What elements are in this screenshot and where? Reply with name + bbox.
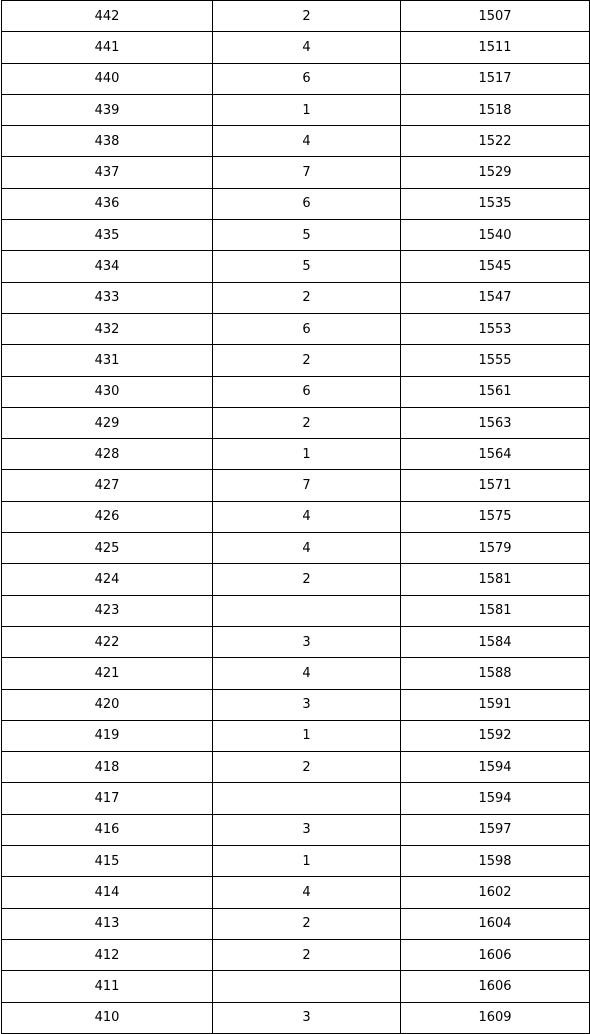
cumulative-cell: 1540 bbox=[401, 220, 590, 251]
count-cell: 2 bbox=[213, 908, 401, 939]
score-cell: 412 bbox=[2, 939, 213, 970]
score-cell: 424 bbox=[2, 564, 213, 595]
score-distribution-table bbox=[1, 0, 590, 1034]
table-row bbox=[2, 971, 590, 1002]
cumulative-cell: 1606 bbox=[401, 971, 590, 1002]
table-row bbox=[2, 63, 590, 94]
score-cell: 426 bbox=[2, 501, 213, 532]
cumulative-cell: 1594 bbox=[401, 752, 590, 783]
cumulative-cell: 1598 bbox=[401, 846, 590, 877]
count-cell: 1 bbox=[213, 94, 401, 125]
cumulative-cell: 1561 bbox=[401, 376, 590, 407]
count-cell: 5 bbox=[213, 251, 401, 282]
table-row bbox=[2, 313, 590, 344]
table-row bbox=[2, 345, 590, 376]
cumulative-cell: 1564 bbox=[401, 439, 590, 470]
count-cell: 1 bbox=[213, 439, 401, 470]
count-cell: 5 bbox=[213, 220, 401, 251]
cumulative-cell: 1597 bbox=[401, 814, 590, 845]
count-cell: 4 bbox=[213, 501, 401, 532]
table-row bbox=[2, 595, 590, 626]
count-cell bbox=[213, 595, 401, 626]
cumulative-cell: 1609 bbox=[401, 1002, 590, 1033]
table-row bbox=[2, 1, 590, 32]
cumulative-cell: 1535 bbox=[401, 188, 590, 219]
score-cell: 414 bbox=[2, 877, 213, 908]
table-row bbox=[2, 908, 590, 939]
table-row bbox=[2, 94, 590, 125]
table-row bbox=[2, 939, 590, 970]
count-cell: 4 bbox=[213, 32, 401, 63]
count-cell: 2 bbox=[213, 564, 401, 595]
table-row bbox=[2, 470, 590, 501]
score-cell: 442 bbox=[2, 1, 213, 32]
count-cell: 2 bbox=[213, 407, 401, 438]
score-cell: 438 bbox=[2, 126, 213, 157]
cumulative-cell: 1604 bbox=[401, 908, 590, 939]
cumulative-cell: 1517 bbox=[401, 63, 590, 94]
table-row bbox=[2, 752, 590, 783]
table-row bbox=[2, 282, 590, 313]
count-cell bbox=[213, 783, 401, 814]
score-cell: 418 bbox=[2, 752, 213, 783]
count-cell: 2 bbox=[213, 939, 401, 970]
score-cell: 410 bbox=[2, 1002, 213, 1033]
table-row bbox=[2, 626, 590, 657]
table-row bbox=[2, 439, 590, 470]
count-cell: 2 bbox=[213, 752, 401, 783]
score-cell: 413 bbox=[2, 908, 213, 939]
score-cell: 416 bbox=[2, 814, 213, 845]
score-cell: 427 bbox=[2, 470, 213, 501]
cumulative-cell: 1579 bbox=[401, 533, 590, 564]
cumulative-cell: 1606 bbox=[401, 939, 590, 970]
cumulative-cell: 1563 bbox=[401, 407, 590, 438]
count-cell: 3 bbox=[213, 814, 401, 845]
count-cell: 7 bbox=[213, 157, 401, 188]
score-cell: 421 bbox=[2, 658, 213, 689]
cumulative-cell: 1575 bbox=[401, 501, 590, 532]
table-row bbox=[2, 533, 590, 564]
score-cell: 415 bbox=[2, 846, 213, 877]
cumulative-cell: 1588 bbox=[401, 658, 590, 689]
table-row bbox=[2, 564, 590, 595]
count-cell: 4 bbox=[213, 533, 401, 564]
table-row bbox=[2, 220, 590, 251]
score-cell: 439 bbox=[2, 94, 213, 125]
count-cell: 4 bbox=[213, 658, 401, 689]
table-row bbox=[2, 877, 590, 908]
count-cell: 2 bbox=[213, 282, 401, 313]
cumulative-cell: 1592 bbox=[401, 720, 590, 751]
score-cell: 423 bbox=[2, 595, 213, 626]
count-cell: 2 bbox=[213, 1, 401, 32]
table-row bbox=[2, 501, 590, 532]
table-row bbox=[2, 32, 590, 63]
score-cell: 411 bbox=[2, 971, 213, 1002]
cumulative-cell: 1553 bbox=[401, 313, 590, 344]
table-row bbox=[2, 1002, 590, 1033]
count-cell: 6 bbox=[213, 376, 401, 407]
table-row bbox=[2, 658, 590, 689]
count-cell: 2 bbox=[213, 345, 401, 376]
count-cell: 1 bbox=[213, 720, 401, 751]
cumulative-cell: 1547 bbox=[401, 282, 590, 313]
cumulative-cell: 1581 bbox=[401, 564, 590, 595]
cumulative-cell: 1602 bbox=[401, 877, 590, 908]
count-cell bbox=[213, 971, 401, 1002]
cumulative-cell: 1594 bbox=[401, 783, 590, 814]
cumulative-cell: 1555 bbox=[401, 345, 590, 376]
score-cell: 430 bbox=[2, 376, 213, 407]
score-cell: 433 bbox=[2, 282, 213, 313]
score-cell: 431 bbox=[2, 345, 213, 376]
score-cell: 422 bbox=[2, 626, 213, 657]
score-cell: 425 bbox=[2, 533, 213, 564]
cumulative-cell: 1529 bbox=[401, 157, 590, 188]
table-row bbox=[2, 814, 590, 845]
table-row bbox=[2, 126, 590, 157]
table-body bbox=[2, 1, 590, 1034]
cumulative-cell: 1581 bbox=[401, 595, 590, 626]
table-row bbox=[2, 720, 590, 751]
score-cell: 435 bbox=[2, 220, 213, 251]
cumulative-cell: 1571 bbox=[401, 470, 590, 501]
table-row bbox=[2, 689, 590, 720]
score-cell: 419 bbox=[2, 720, 213, 751]
score-cell: 417 bbox=[2, 783, 213, 814]
count-cell: 6 bbox=[213, 63, 401, 94]
score-cell: 420 bbox=[2, 689, 213, 720]
table-row bbox=[2, 783, 590, 814]
score-cell: 434 bbox=[2, 251, 213, 282]
cumulative-cell: 1591 bbox=[401, 689, 590, 720]
score-cell: 436 bbox=[2, 188, 213, 219]
score-cell: 437 bbox=[2, 157, 213, 188]
score-cell: 440 bbox=[2, 63, 213, 94]
cumulative-cell: 1507 bbox=[401, 1, 590, 32]
count-cell: 4 bbox=[213, 877, 401, 908]
cumulative-cell: 1584 bbox=[401, 626, 590, 657]
table-row bbox=[2, 188, 590, 219]
table-row bbox=[2, 157, 590, 188]
count-cell: 3 bbox=[213, 626, 401, 657]
count-cell: 3 bbox=[213, 1002, 401, 1033]
count-cell: 6 bbox=[213, 188, 401, 219]
table-row bbox=[2, 846, 590, 877]
count-cell: 1 bbox=[213, 846, 401, 877]
cumulative-cell: 1511 bbox=[401, 32, 590, 63]
score-cell: 429 bbox=[2, 407, 213, 438]
count-cell: 6 bbox=[213, 313, 401, 344]
score-cell: 432 bbox=[2, 313, 213, 344]
score-cell: 428 bbox=[2, 439, 213, 470]
count-cell: 3 bbox=[213, 689, 401, 720]
count-cell: 7 bbox=[213, 470, 401, 501]
cumulative-cell: 1518 bbox=[401, 94, 590, 125]
table-row bbox=[2, 407, 590, 438]
table-row bbox=[2, 376, 590, 407]
table-row bbox=[2, 251, 590, 282]
cumulative-cell: 1545 bbox=[401, 251, 590, 282]
score-cell: 441 bbox=[2, 32, 213, 63]
count-cell: 4 bbox=[213, 126, 401, 157]
cumulative-cell: 1522 bbox=[401, 126, 590, 157]
